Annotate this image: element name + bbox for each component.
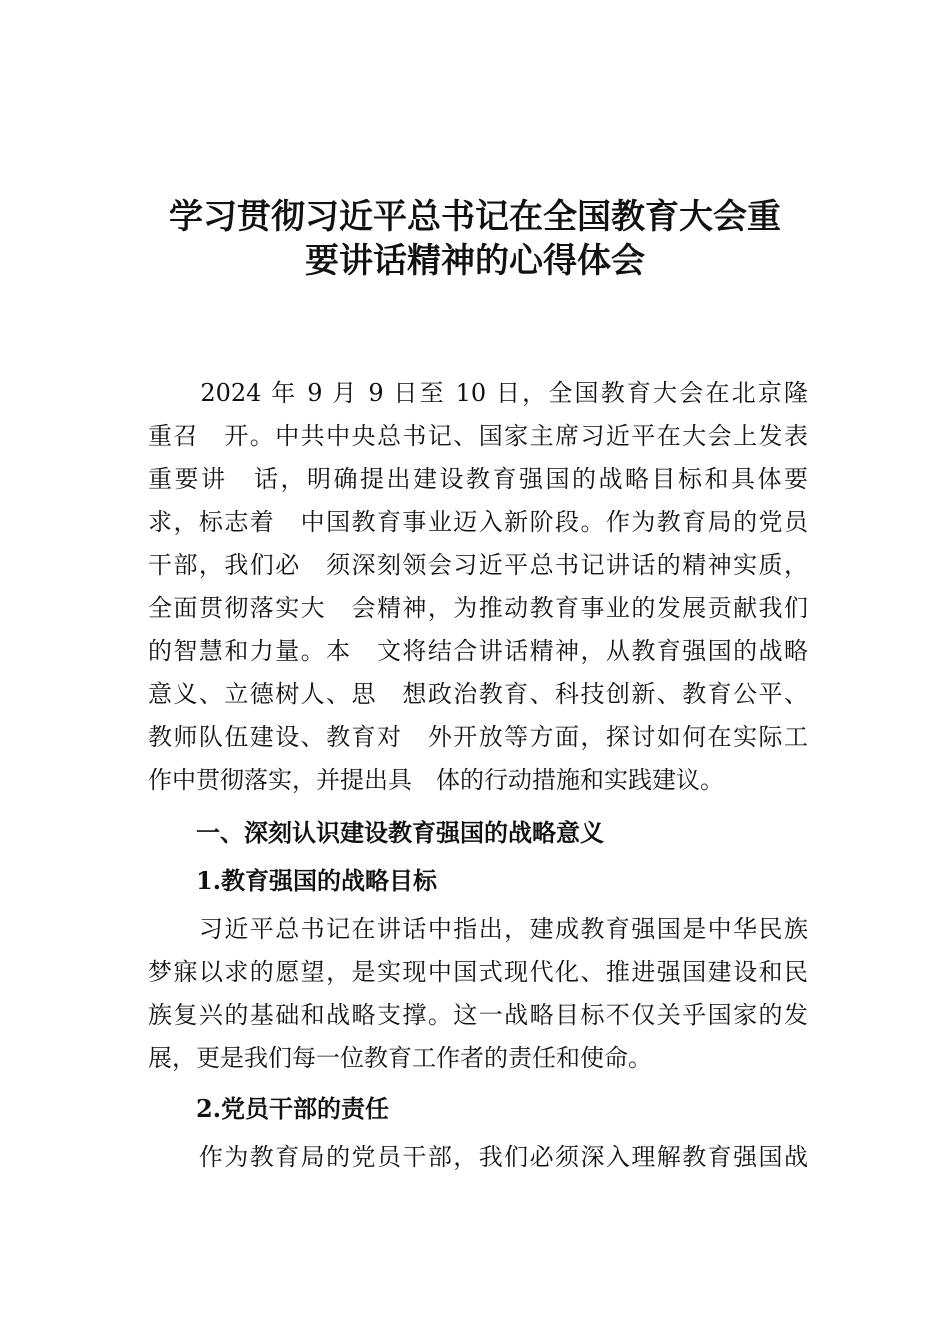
section-heading: 一、深刻认识建设教育强国的战略意义 bbox=[196, 819, 604, 847]
intro-line: 的智慧和力量。本 文将结合讲话精神，从教育强国的战略 bbox=[148, 637, 808, 665]
subsection-heading: 1.教育强国的战略目标 bbox=[196, 866, 438, 895]
paragraph-line: 展，更是我们每一位教育工作者的责任和使命。 bbox=[148, 1044, 652, 1072]
intro-line: 作中贯彻落实，并提出具 体的行动措施和实践建议。 bbox=[148, 766, 724, 794]
subsection-heading: 2.党员干部的责任 bbox=[196, 1094, 390, 1123]
intro-line: 重要讲 话，明确提出建设教育强国的战略目标和具体要 bbox=[148, 465, 808, 493]
intro-line: 教师队伍建设、教育对 外开放等方面，探讨如何在实际工 bbox=[148, 723, 808, 751]
intro-line: 2024 年 9 月 9 日至 10 日，全国教育大会在北京隆 bbox=[148, 379, 808, 407]
paragraph-line: 族复兴的基础和战略支撑。这一战略目标不仅关乎国家的发 bbox=[148, 1001, 808, 1029]
paragraph-line: 习近平总书记在讲话中指出，建成教育强国是中华民族 bbox=[148, 915, 808, 943]
document-title-line-2: 要讲话精神的心得体会 bbox=[305, 241, 645, 281]
paragraph-line: 梦寐以求的愿望，是实现中国式现代化、推进强国建设和民 bbox=[148, 958, 808, 986]
intro-line: 求，标志着 中国教育事业迈入新阶段。作为教育局的党员 bbox=[148, 508, 808, 536]
paragraph-line: 作为教育局的党员干部，我们必须深入理解教育强国战 bbox=[148, 1143, 808, 1171]
intro-line: 意义、立德树人、思 想政治教育、科技创新、教育公平、 bbox=[148, 680, 808, 708]
intro-line: 干部，我们必 须深刻领会习近平总书记讲话的精神实质， bbox=[148, 551, 808, 579]
intro-line: 全面贯彻落实大 会精神，为推动教育事业的发展贡献我们 bbox=[148, 594, 808, 622]
document-title-line-1: 学习贯彻习近平总书记在全国教育大会重 bbox=[169, 197, 781, 237]
intro-line: 重召 开。中共中央总书记、国家主席习近平在大会上发表 bbox=[148, 422, 808, 450]
